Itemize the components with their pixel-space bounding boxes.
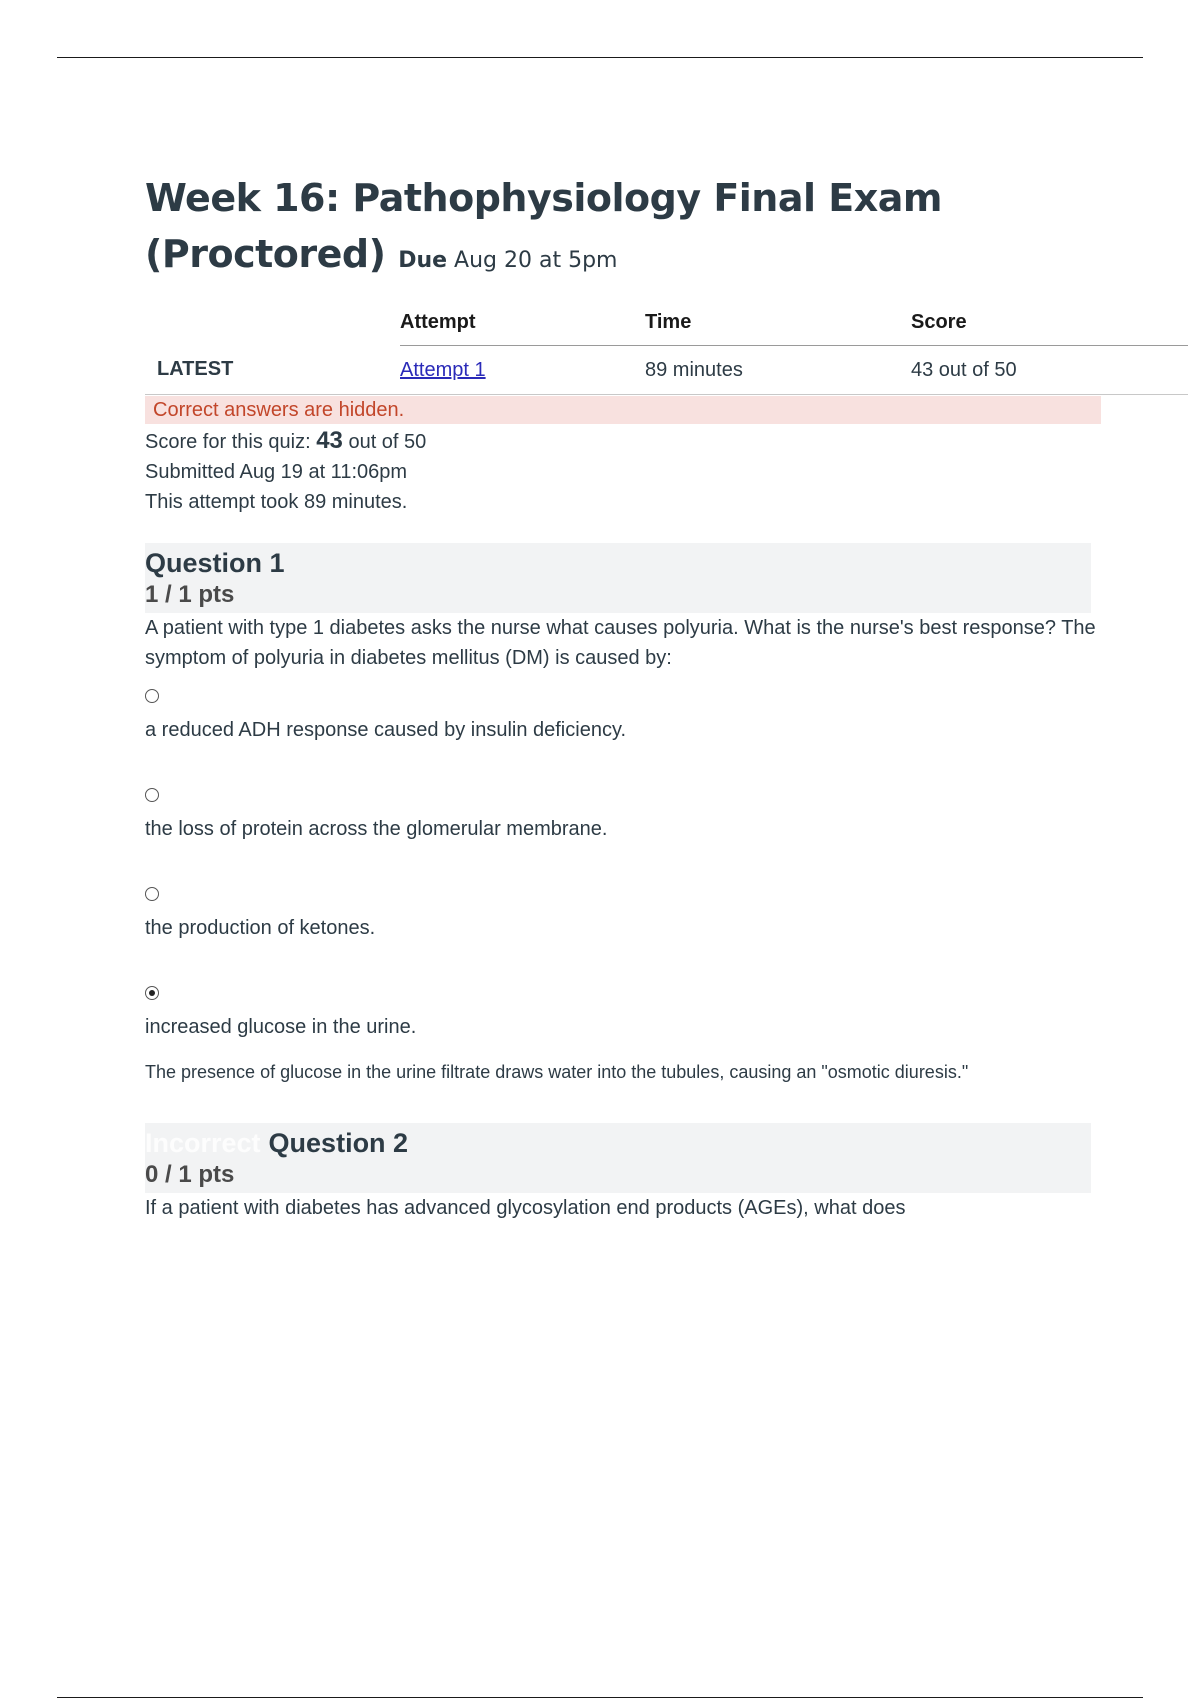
bottom-rule (57, 1697, 1143, 1698)
submitted-time: Submitted Aug 19 at 11:06pm (145, 461, 408, 483)
col-score: Score (911, 299, 1188, 346)
table-row (145, 346, 1188, 395)
latest-label: LATEST (145, 346, 400, 395)
answer-option-selected[interactable] (145, 986, 1185, 1041)
radio-button-selected[interactable] (145, 986, 159, 1000)
top-rule (57, 57, 1143, 58)
title-line-2: (Proctored) (145, 232, 386, 276)
question-text: If a patient with diabetes has advanced glycosylation end products (AGEs), what does (145, 1197, 906, 1219)
incorrect-tag: Incorrect (145, 1128, 261, 1158)
question-header (145, 543, 1091, 613)
answer-explanation: The presence of glucose in the urine filtrate draws water into the tubules, causing an "osmotic diuresis." (145, 1062, 969, 1082)
question-2 (145, 1123, 1185, 1223)
attempts-table (145, 299, 1188, 395)
answers-hidden-banner: Correct answers are hidden. (145, 396, 1101, 424)
answer-text: increased glucose in the urine. (145, 1016, 417, 1038)
question-text: A patient with type 1 diabetes asks the nurse what causes polyuria. What is the nurse's best response? The symptom of polyuria in diabetes mellitus (DM) is caused by: (145, 617, 1096, 669)
question-points: 0 / 1 pts (145, 1161, 235, 1188)
attempt-summary (145, 426, 1185, 517)
answer-option[interactable] (145, 788, 1185, 871)
question-title: Question 1 (145, 548, 285, 578)
title-line-1: Week 16: Pathophysiology Final Exam (145, 176, 942, 220)
col-attempt: Attempt (400, 299, 645, 346)
attempt-time: 89 minutes (645, 346, 911, 395)
question-points: 1 / 1 pts (145, 581, 235, 608)
radio-button[interactable] (145, 887, 159, 901)
answer-text: a reduced ADH response caused by insulin deficiency. (145, 719, 627, 741)
answer-option[interactable] (145, 689, 1185, 772)
attempt-score: 43 out of 50 (911, 346, 1188, 395)
quiz-results (145, 170, 1185, 1223)
question-header (145, 1123, 1091, 1193)
col-time: Time (645, 299, 911, 346)
answer-text: the production of ketones. (145, 917, 376, 939)
table-header-row (145, 299, 1188, 346)
answer-option[interactable] (145, 887, 1185, 970)
attempt-link[interactable]: Attempt 1 (400, 358, 486, 381)
question-title: Question 2 (268, 1128, 409, 1158)
question-1 (145, 543, 1185, 1085)
quiz-score: Score for this quiz: 43 out of 50 (145, 427, 427, 454)
attempt-duration: This attempt took 89 minutes. (145, 491, 408, 513)
page-title (145, 170, 1185, 289)
answer-text: the loss of protein across the glomerular membrane. (145, 818, 608, 840)
radio-button[interactable] (145, 788, 159, 802)
radio-button[interactable] (145, 689, 159, 703)
due-date: Due Aug 20 at 5pm (398, 248, 618, 273)
